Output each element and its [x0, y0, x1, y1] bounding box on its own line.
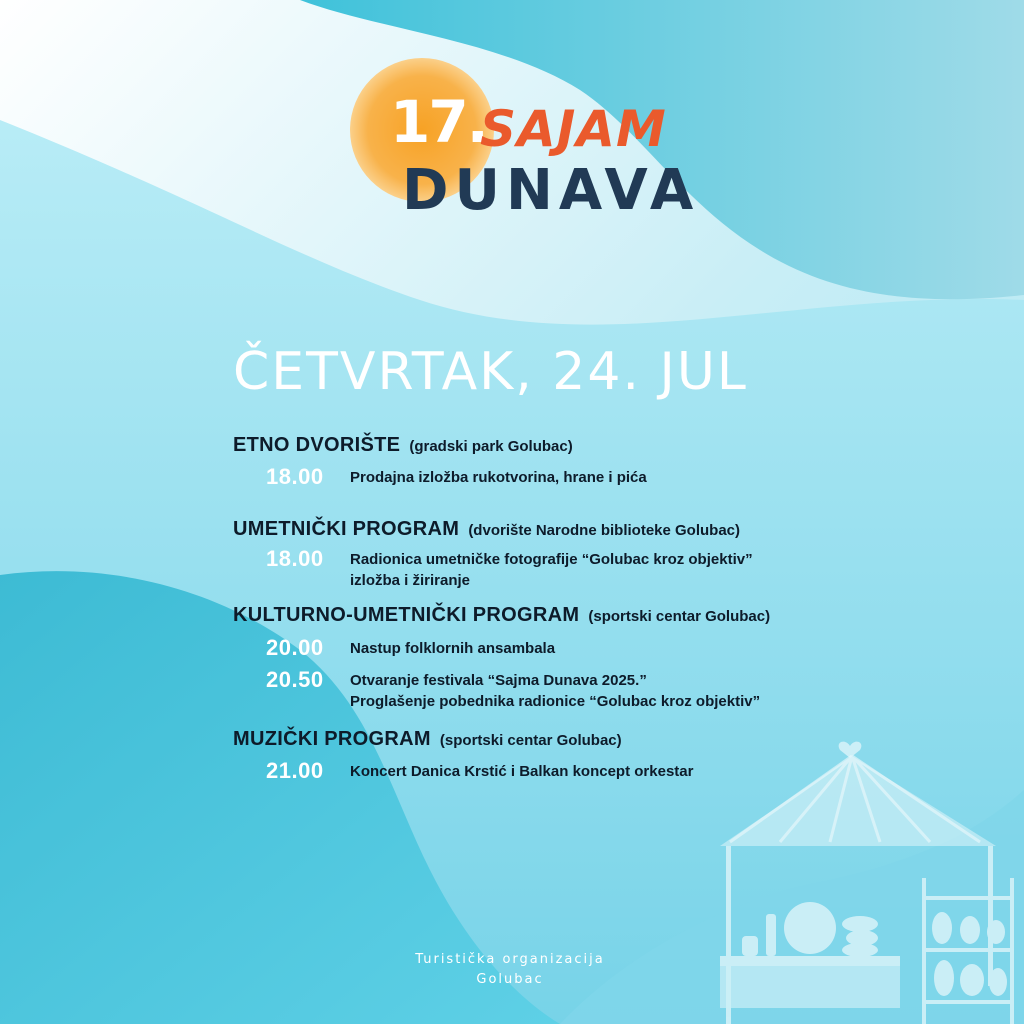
event-line: Nastup folklornih ansambala	[350, 640, 556, 657]
event-line: Proglašenje pobednika radionice “Golubac kroz objektiv”	[350, 693, 761, 710]
section-name: UMETNIČKI PROGRAM	[233, 518, 460, 540]
event-line: Koncert Danica Krstić i Balkan koncept orkestar	[350, 763, 694, 780]
section-venue: (sportski centar Golubac)	[439, 732, 622, 749]
logo-word-dunava: DUNAVA	[402, 158, 700, 223]
event-line: Radionica umetničke fotografije “Golubac kroz objektiv”	[350, 551, 753, 568]
section-venue: (sportski centar Golubac)	[588, 608, 771, 625]
event-time: 18.00	[266, 464, 324, 489]
section-kulturno-umetnicki-program	[233, 604, 770, 627]
event-description	[350, 465, 647, 488]
section-name: ETNO DVORIŠTE	[233, 434, 401, 456]
event-time: 21.00	[266, 758, 324, 783]
event-line: izložba i žiriranje	[350, 572, 471, 589]
section-venue: (gradski park Golubac)	[409, 438, 573, 455]
schedule-row	[266, 636, 555, 660]
schedule-row	[266, 465, 647, 489]
section-venue: (dvorište Narodne biblioteke Golubac)	[468, 522, 741, 539]
section-muzicki-program	[233, 728, 622, 751]
event-description	[350, 668, 760, 712]
logo-word-sajam: SAJAM	[480, 100, 667, 158]
day-title: ČETVRTAK, 24. JUL	[233, 342, 748, 402]
event-line: Prodajna izložba rukotvorina, hrane i pića	[350, 469, 647, 486]
schedule-row	[266, 759, 693, 783]
event-description	[350, 636, 555, 659]
event-time: 20.00	[266, 635, 324, 660]
event-time: 18.00	[266, 546, 324, 571]
section-umetnicki-program	[233, 518, 740, 541]
event-logo	[360, 60, 700, 230]
footer-line-1: Turistička organizacija	[415, 952, 605, 967]
event-time: 20.50	[266, 667, 324, 692]
section-name: KULTURNO-UMETNIČKI PROGRAM	[233, 604, 580, 626]
section-name: MUZIČKI PROGRAM	[233, 728, 431, 750]
event-line: Otvaranje festivala “Sajma Dunava 2025.”	[350, 672, 647, 689]
logo-number: 17.	[390, 88, 487, 156]
event-description	[350, 547, 753, 591]
market-stall-icon	[690, 738, 1024, 1024]
event-description	[350, 759, 693, 782]
schedule-row	[266, 668, 760, 712]
footer-line-2: Golubac	[476, 972, 544, 987]
section-etno-dvoriste	[233, 434, 573, 457]
schedule-row	[266, 547, 753, 591]
footer-organization	[380, 950, 640, 990]
